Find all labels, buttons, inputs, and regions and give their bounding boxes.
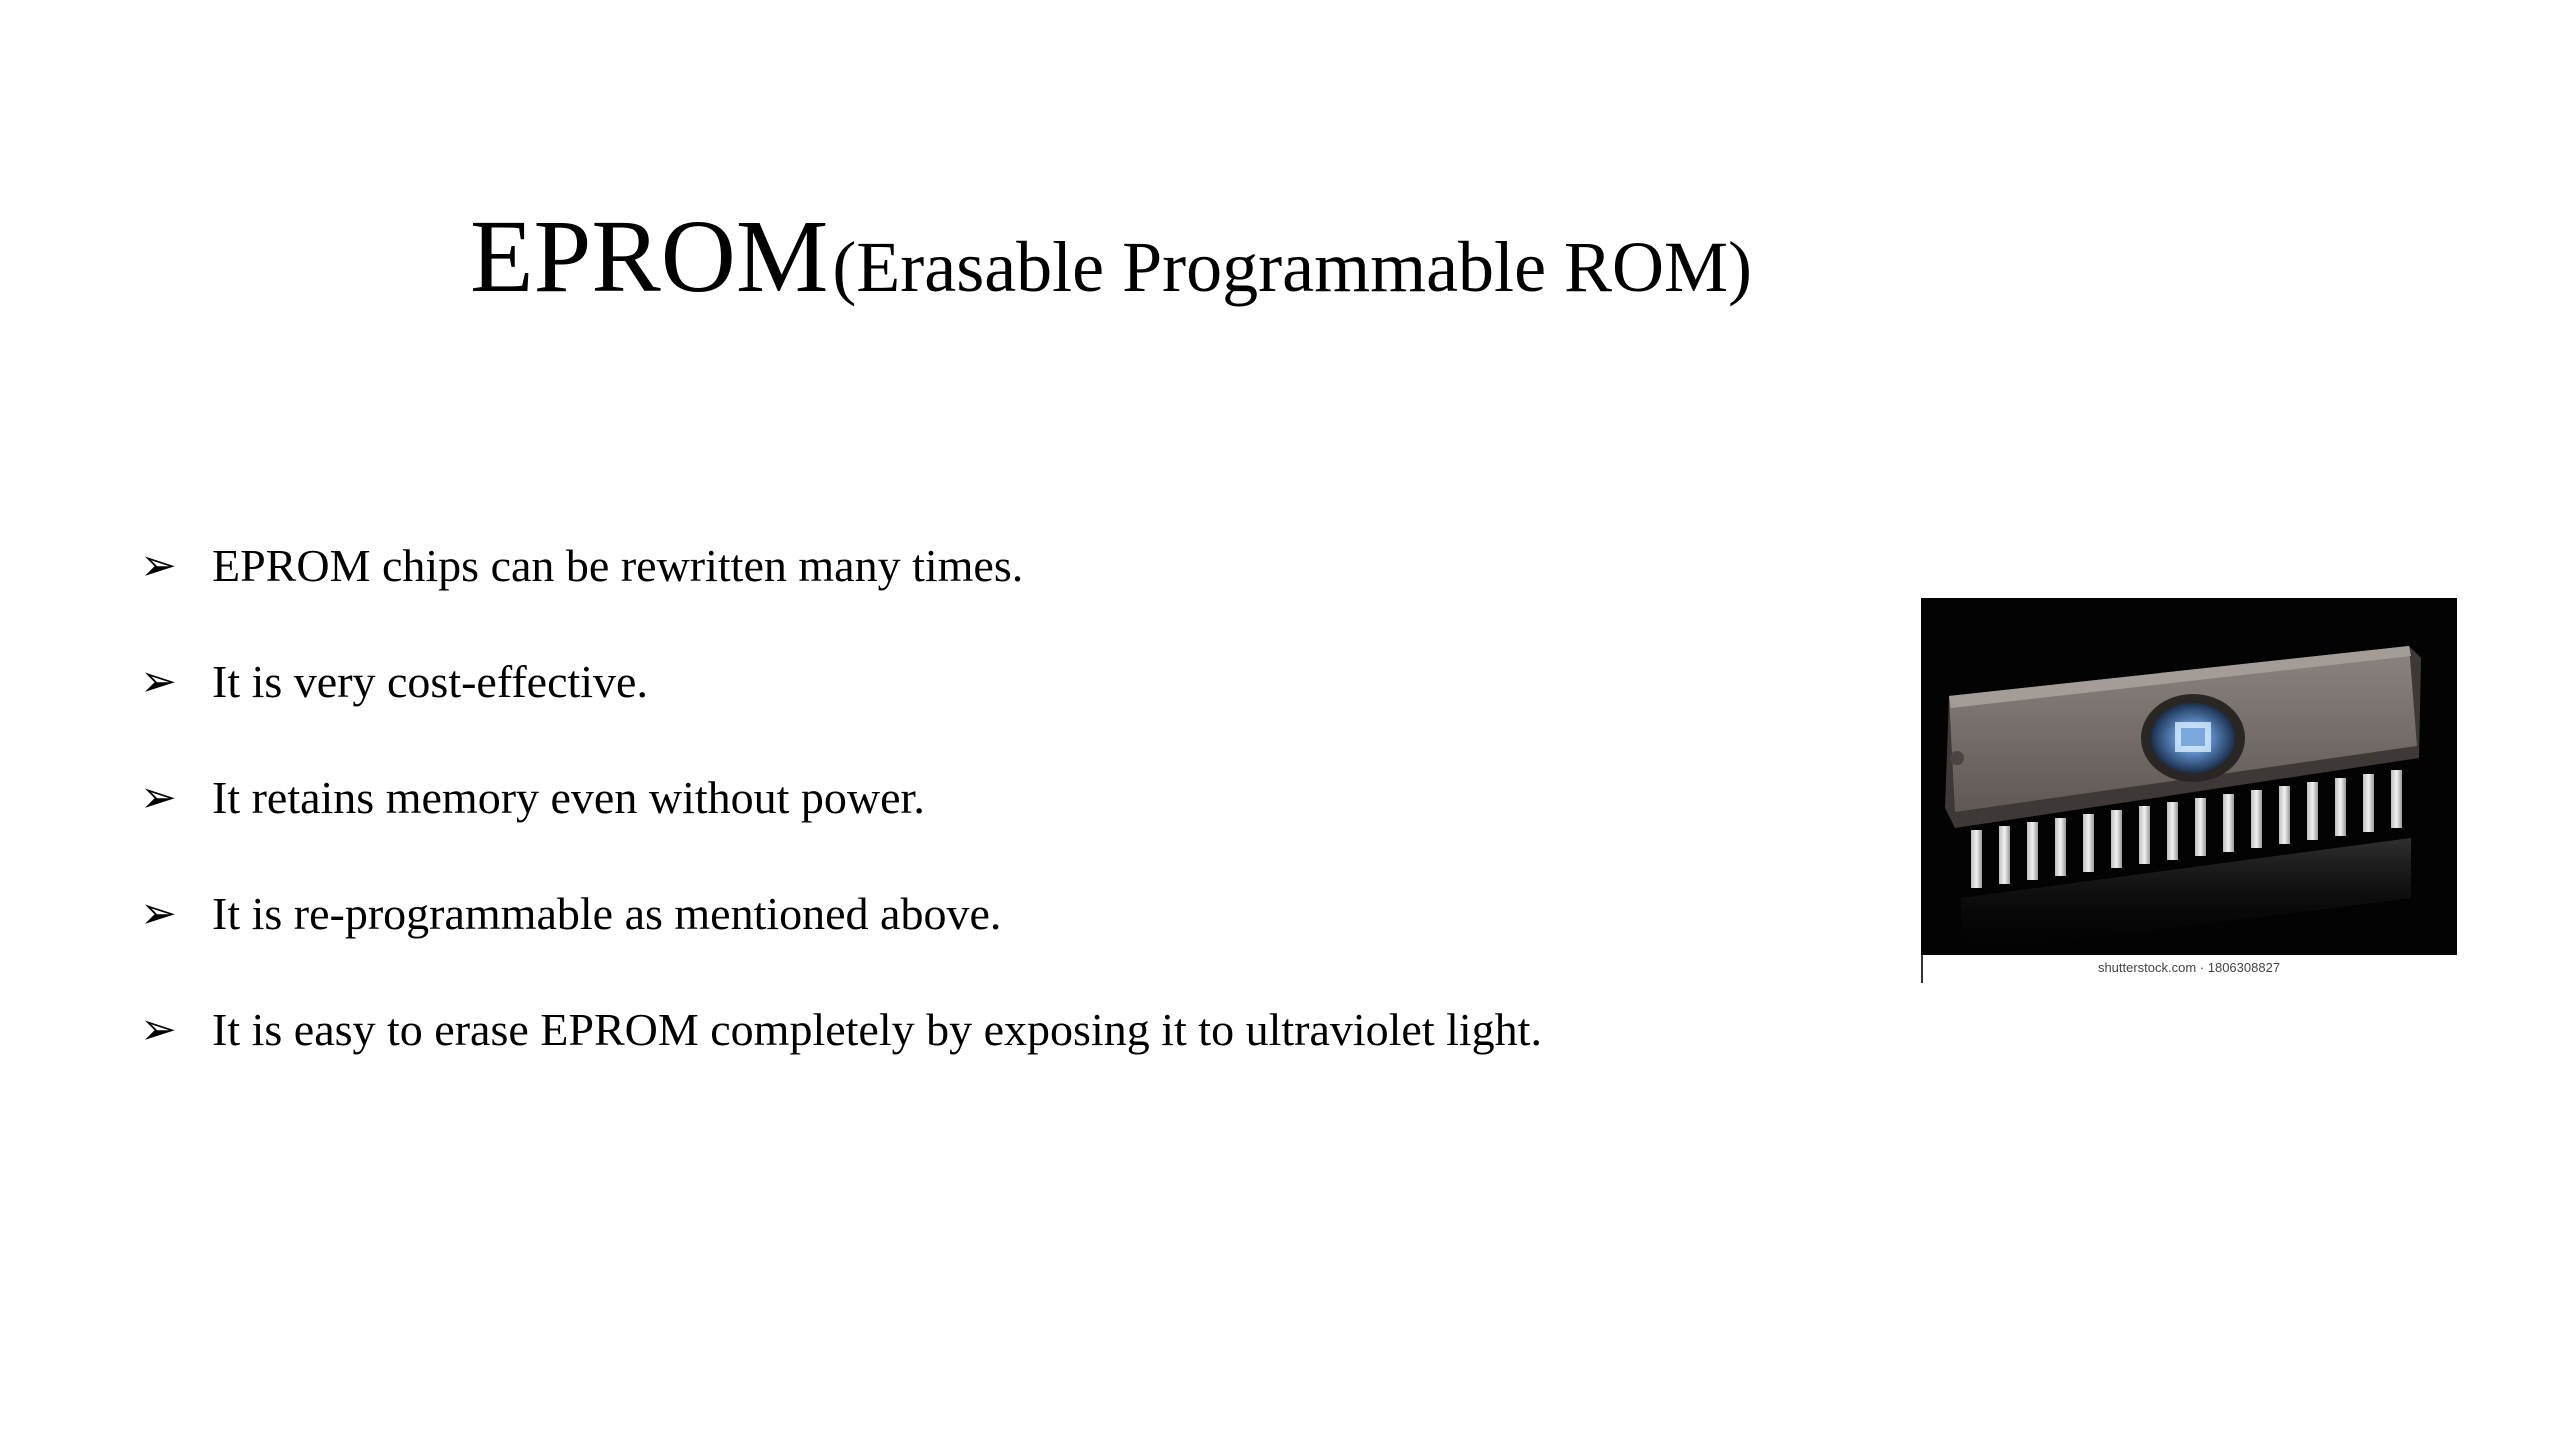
bullet-text: EPROM chips can be rewritten many times. [212,540,1024,591]
arrowhead-bullet-icon: ➢ [140,656,177,707]
list-item [140,533,1542,649]
list-item [140,765,1542,881]
eprom-chip-photo [1921,598,2457,955]
bullet-text: It is easy to erase EPROM completely by exposing it to ultraviolet light. [212,1004,1542,1055]
arrowhead-bullet-icon: ➢ [140,888,177,939]
title-subtitle: (Erasable Programmable ROM) [832,227,1753,307]
title-main: EPROM [470,199,829,314]
eprom-image [1921,598,2457,983]
list-item [140,881,1542,997]
slide-title [470,199,1753,314]
bullet-text: It is very cost-effective. [212,656,648,707]
image-caption: shutterstock.com · 1806308827 [2097,960,2281,975]
arrowhead-bullet-icon: ➢ [140,1004,177,1055]
list-item [140,997,1542,1113]
bullet-text: It is re-programmable as mentioned above. [212,888,1002,939]
bullet-list [140,533,1542,1113]
arrowhead-bullet-icon: ➢ [140,772,177,823]
list-item [140,649,1542,765]
arrowhead-bullet-icon: ➢ [140,540,177,591]
bullet-text: It retains memory even without power. [212,772,925,823]
